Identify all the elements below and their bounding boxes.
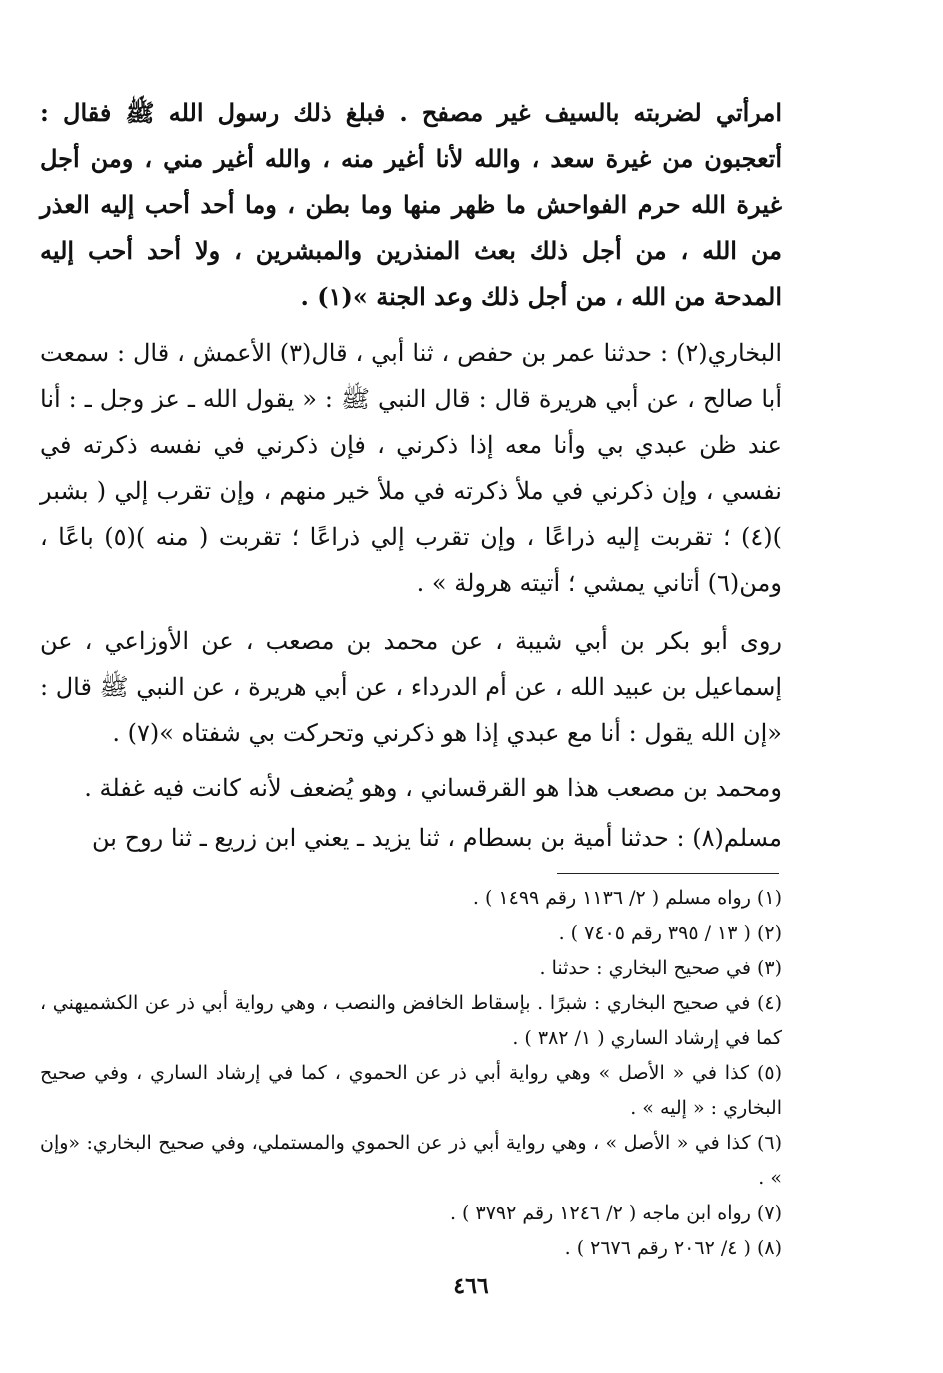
footnote-7: (٧) رواه ابن ماجه ( ٢/ ١٢٤٦ رقم ٣٧٩٢ ) . (449, 1202, 782, 1224)
paragraph-text: مسلم(٨) : حدثنا أمية بن بسطام ، ثنا يزيد ـ يعني ابن زريع ـ ثنا روح بن (92, 824, 782, 852)
footnote-3: (٣) في صحيح البخاري : حدثنا . (539, 957, 782, 979)
body-paragraph-1 (40, 90, 782, 320)
page-number: ٤٦٦ (453, 1273, 489, 1299)
footnote-5: (٥) كذا في « الأصل » وهي رواية أبي ذر عن الحموي ، كما في إرشاد الساري ، وفي صحيح البخاري : « إليه » . (40, 1062, 782, 1119)
paragraph-text: البخاري(٢) : حدثنا عمر بن حفص ، ثنا أبي ، قال(٣) الأعمش ، قال : سمعت أبا صالح ، عن أبي هريرة قال : قال النبي ﷺ : « يقول الله ـ عز وجل ـ : أنا عند ظن عبدي بي وأنا معه إذا ذكرني ، فإن ذكرني في نفسه ذكرته في نفسي ، وإن ذكرني في ملأ ذكرته في ملأ خير منهم ، وإن تقرب إلي ( بشبر )(٤) ؛ تقربت إليه ذراعًا ، وإن تقرب إلي ذراعًا ؛ تقربت ( منه )(٥) باعًا ، ومن(٦) أتاني يمشي ؛ أتيته هرولة » . (40, 339, 783, 597)
footnote-6: (٦) كذا في « الأصل » ، وهي رواية أبي ذر عن الحموي والمستملي، وفي صحيح البخاري: «وإن » . (40, 1132, 782, 1189)
footnote-1: (١) رواه مسلم ( ٢/ ١١٣٦ رقم ١٤٩٩ ) . (472, 887, 782, 909)
paragraph-text: امرأتي لضربته بالسيف غير مصفح . فبلغ ذلك رسول الله ﷺ فقال : أتعجبون من غيرة سعد ، والله لأنا أغير منه ، والله أغير مني ، ومن أجل غيرة الله حرم الفواحش ما ظهر منها وما بطن ، وما أحد أحب إليه العذر من الله ، من أجل ذلك بعث المنذرين والمبشرين ، ولا أحد أحب إليه المدحة من الله ، من أجل ذلك وعد الجنة »(١) . (40, 98, 782, 311)
footnote-8: (٨) ( ٤/ ٢٠٦٢ رقم ٢٦٧٦ ) . (564, 1237, 782, 1259)
body-paragraph-3 (40, 618, 782, 756)
footnote-4: (٤) في صحيح البخاري : شبرًا . بإسقاط الخافض والنصب ، وهي رواية أبي ذر عن الكشميهني ، كما في إرشاد الساري ( ١/ ٣٨٢ ) . (40, 992, 782, 1049)
body-paragraph-2 (40, 330, 782, 606)
footnotes-section (40, 881, 782, 1266)
paragraph-text: ومحمد بن مصعب هذا هو القرقساني ، وهو يُضعف لأنه كانت فيه غفلة . (84, 774, 782, 802)
footnote-separator (557, 873, 779, 874)
footnote-2: (٢) ( ١٣ / ٣٩٥ رقم ٧٤٠٥ ) . (558, 922, 782, 944)
body-paragraph-5 (40, 815, 782, 861)
body-paragraph-4 (40, 765, 782, 811)
paragraph-text: روى أبو بكر بن أبي شيبة ، عن محمد بن مصعب ، عن الأوزاعي ، عن إسماعيل بن عبيد الله ، عن أم الدرداء ، عن أبي هريرة ، عن النبي ﷺ قال : «إن الله يقول : أنا مع عبدي إذا هو ذكرني وتحركت بي شفتاه »(٧) . (40, 627, 782, 747)
